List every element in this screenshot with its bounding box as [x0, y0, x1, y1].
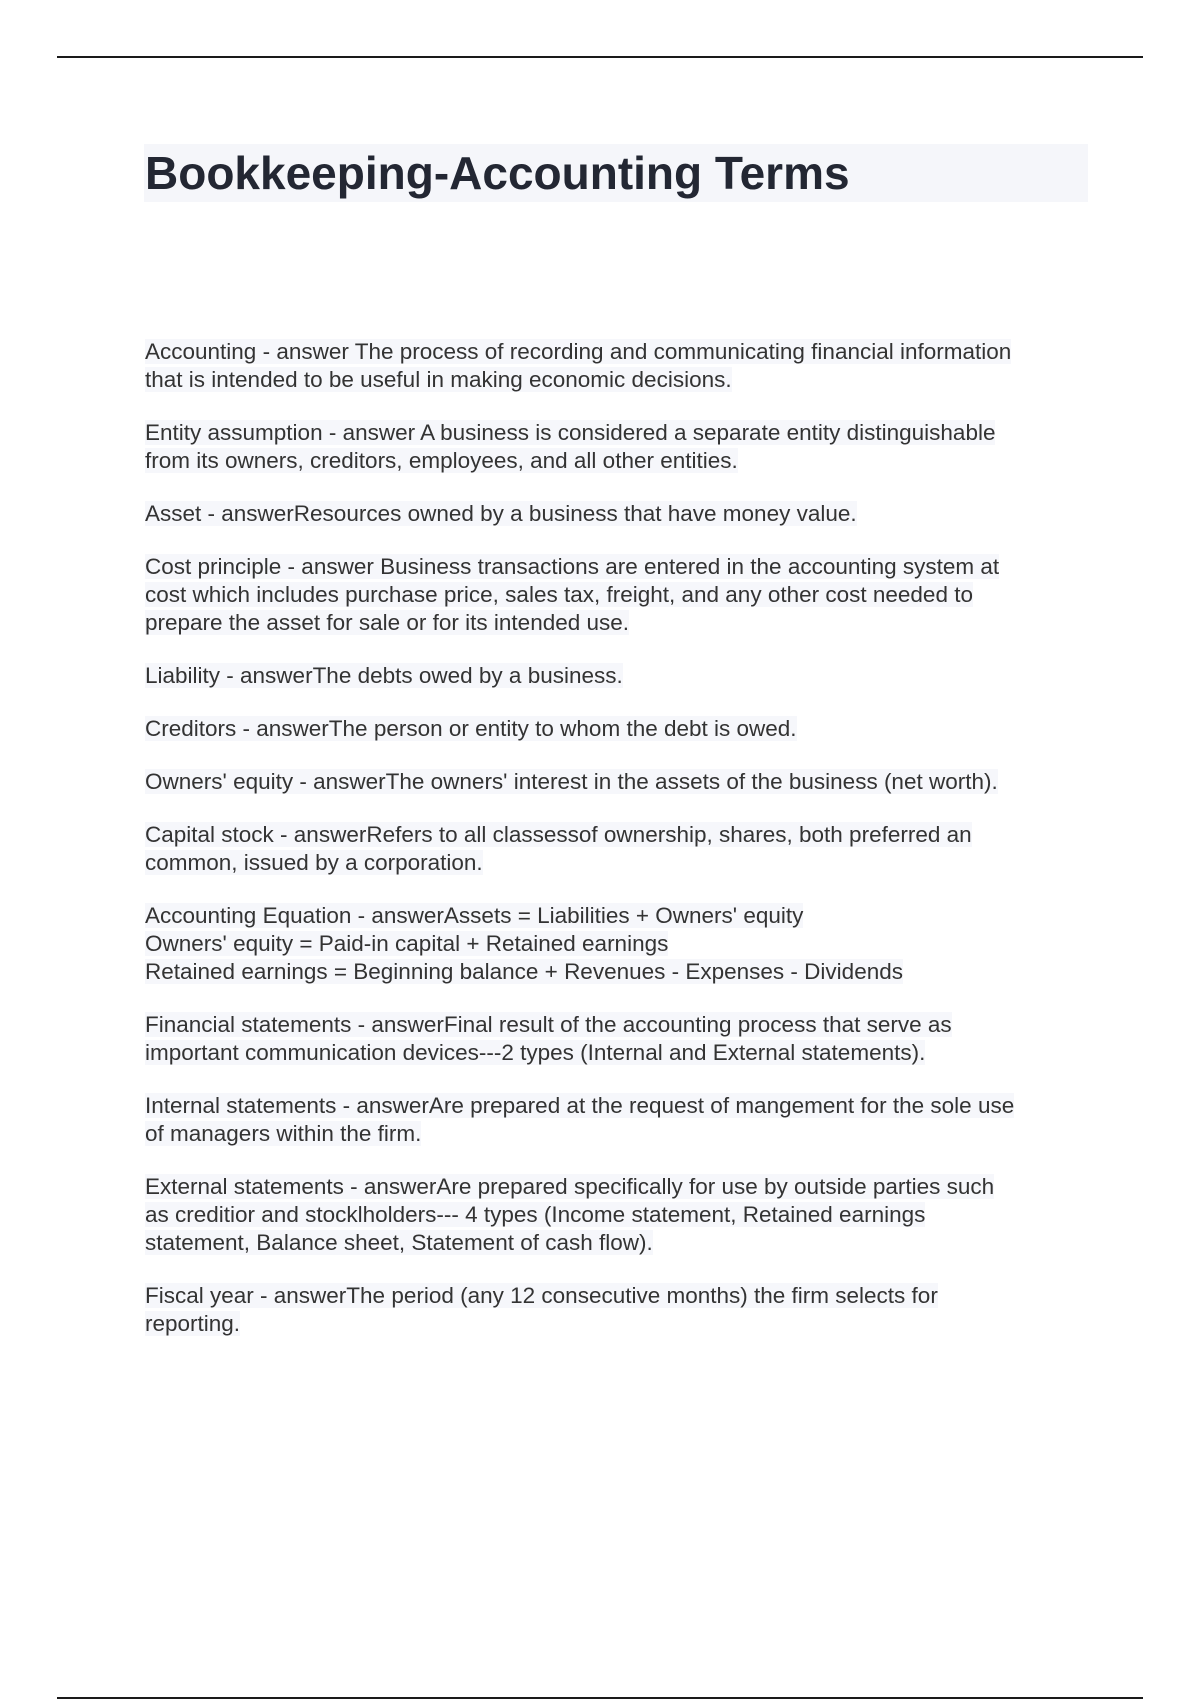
- term-entry-text: Asset - answerResources owned by a business that have money value.: [145, 501, 857, 526]
- term-entry: [145, 553, 1090, 637]
- term-entry: [145, 821, 1090, 877]
- term-entry: [145, 1092, 1090, 1148]
- term-entry-text: Retained earnings = Beginning balance + Revenues - Expenses - Dividends: [145, 959, 903, 984]
- term-entry-line: [145, 500, 1090, 528]
- term-entry: [145, 338, 1090, 394]
- term-entry-line: [145, 609, 1090, 637]
- term-entry-text: Owners' equity = Paid-in capital + Retained earnings: [145, 931, 669, 956]
- term-entry: [145, 902, 1090, 986]
- term-list: [145, 338, 1090, 1363]
- term-entry-line: [145, 1310, 1090, 1338]
- term-entry-text: Cost principle - answer Business transactions are entered in the accounting system at: [145, 554, 1000, 579]
- term-entry-text: as creditior and stocklholders--- 4 types (Income statement, Retained earnings: [145, 1202, 926, 1227]
- term-entry-text: Entity assumption - answer A business is considered a separate entity distinguishable: [145, 420, 996, 445]
- term-entry-text: Internal statements - answerAre prepared at the request of mangement for the sole use: [145, 1093, 1015, 1118]
- term-entry-line: [145, 715, 1090, 743]
- term-entry: [145, 1282, 1090, 1338]
- term-entry-text: Fiscal year - answerThe period (any 12 consecutive months) the firm selects for: [145, 1283, 938, 1308]
- bottom-rule: [57, 1697, 1143, 1699]
- term-entry-line: [145, 849, 1090, 877]
- term-entry-text: Creditors - answerThe person or entity to whom the debt is owed.: [145, 716, 797, 741]
- term-entry: [145, 1011, 1090, 1067]
- term-entry-line: [145, 930, 1090, 958]
- term-entry: [145, 662, 1090, 690]
- term-entry-text: reporting.: [145, 1311, 241, 1336]
- term-entry-line: [145, 338, 1090, 366]
- term-entry-line: [145, 768, 1090, 796]
- term-entry-text: prepare the asset for sale or for its intended use.: [145, 610, 630, 635]
- term-entry-line: [145, 366, 1090, 394]
- term-entry: [145, 715, 1090, 743]
- term-entry-text: common, issued by a corporation.: [145, 850, 483, 875]
- term-entry-line: [145, 1011, 1090, 1039]
- term-entry-line: [145, 902, 1090, 930]
- term-entry-text: from its owners, creditors, employees, and all other entities.: [145, 448, 738, 473]
- term-entry-text: of managers within the firm.: [145, 1121, 422, 1146]
- term-entry-line: [145, 419, 1090, 447]
- term-entry-text: Financial statements - answerFinal result of the accounting process that serve as: [145, 1012, 952, 1037]
- term-entry-line: [145, 1173, 1090, 1201]
- term-entry-line: [145, 1039, 1090, 1067]
- term-entry-text: Capital stock - answerRefers to all classessof ownership, shares, both preferred an: [145, 822, 972, 847]
- term-entry: [145, 768, 1090, 796]
- term-entry-text: External statements - answerAre prepared specifically for use by outside parties such: [145, 1174, 995, 1199]
- term-entry-text: statement, Balance sheet, Statement of cash flow).: [145, 1230, 653, 1255]
- term-entry: [145, 419, 1090, 475]
- term-entry-line: [145, 821, 1090, 849]
- term-entry-line: [145, 958, 1090, 986]
- term-entry-text: that is intended to be useful in making economic decisions.: [145, 367, 732, 392]
- top-rule: [57, 56, 1143, 58]
- term-entry-text: cost which includes purchase price, sales tax, freight, and any other cost needed to: [145, 582, 973, 607]
- term-entry: [145, 500, 1090, 528]
- term-entry-line: [145, 1282, 1090, 1310]
- term-entry: [145, 1173, 1090, 1257]
- term-entry-line: [145, 581, 1090, 609]
- term-entry-line: [145, 553, 1090, 581]
- page-title: Bookkeeping-Accounting Terms: [145, 147, 850, 199]
- term-entry-line: [145, 1092, 1090, 1120]
- term-entry-text: Liability - answerThe debts owed by a business.: [145, 663, 623, 688]
- term-entry-text: important communication devices---2 types (Internal and External statements).: [145, 1040, 926, 1065]
- term-entry-line: [145, 1120, 1090, 1148]
- term-entry-line: [145, 662, 1090, 690]
- term-entry-text: Accounting - answer The process of recording and communicating financial information: [145, 339, 1012, 364]
- term-entry-line: [145, 447, 1090, 475]
- term-entry-line: [145, 1201, 1090, 1229]
- term-entry-line: [145, 1229, 1090, 1257]
- term-entry-text: Owners' equity - answerThe owners' interest in the assets of the business (net worth).: [145, 769, 998, 794]
- term-entry-text: Accounting Equation - answerAssets = Liabilities + Owners' equity: [145, 903, 804, 928]
